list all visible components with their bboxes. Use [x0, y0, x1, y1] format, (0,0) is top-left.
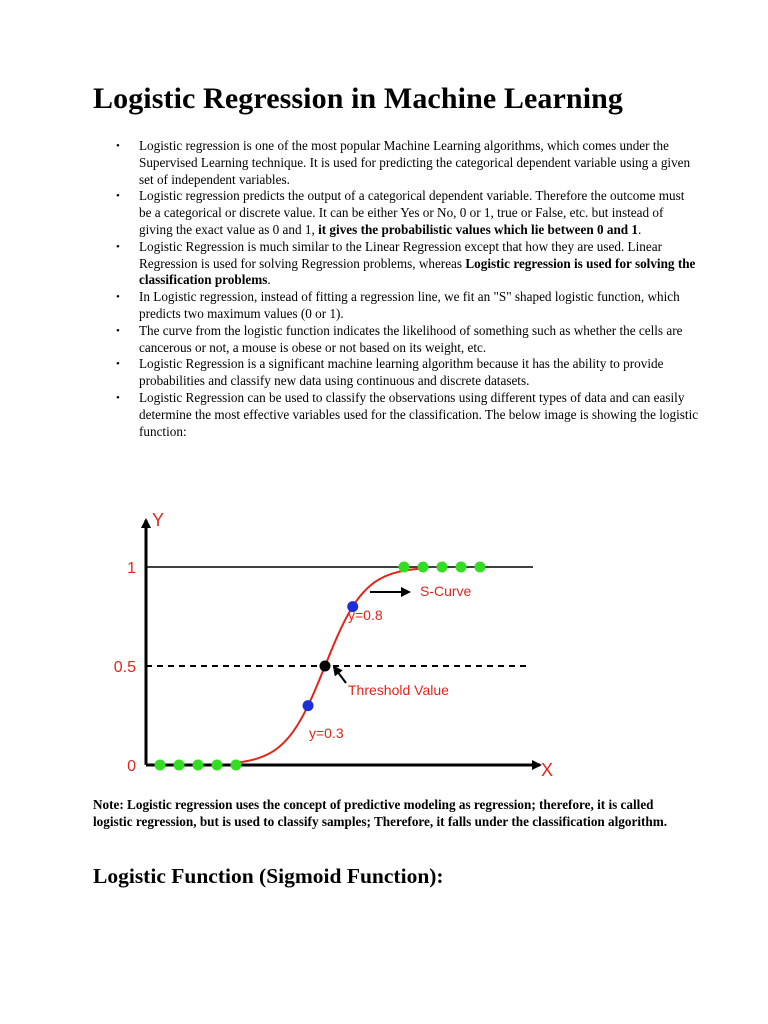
y-tick-label: 1 [127, 560, 136, 577]
bullet-icon: • [116, 324, 120, 337]
probability-point [303, 700, 314, 711]
x-axis-label: X [541, 760, 554, 780]
data-point-class-1 [399, 562, 410, 573]
data-point-class-1 [475, 562, 486, 573]
data-point-class-0 [212, 760, 223, 771]
list-item [116, 188, 699, 238]
page-title: Logistic Regression in Machine Learning [93, 82, 624, 115]
list-item [116, 289, 699, 323]
bullet-icon: • [116, 140, 120, 152]
bullet-icon: • [116, 190, 120, 203]
data-point-class-1 [437, 562, 448, 573]
list-item [116, 138, 699, 188]
bullet-text: In Logistic regression, instead of fitting a regression line, we fit an "S" shaped logistic function, which predicts two maximum values (0 or 1). [139, 289, 680, 321]
list-item [116, 322, 699, 357]
bullet-text: Logistic regression predicts the output of a categorical dependent variable. Therefore the outcome must be a categorical or discrete value. It can be either Yes or No, 0 or 1, true or False, etc. but instead of giving the exact value as 0 and 1, [139, 188, 685, 237]
bullet-text: Logistic regression is one of the most popular Machine Learning algorithms, which comes under the Supervised Learning technique. It is used for predicting the categorical dependent variable using a given set of independent variables. [139, 138, 691, 187]
data-point-class-1 [418, 562, 429, 573]
bullet-text: Logistic Regression is a significant machine learning algorithm because it has the ability to provide probabilities and classify new data using continuous and discrete datasets. [139, 356, 664, 389]
threshold-point [320, 661, 331, 672]
y-tick-label: 0 [127, 758, 136, 775]
bullet-icon: • [116, 240, 120, 253]
data-point-class-0 [155, 760, 166, 771]
bullet-list [116, 138, 699, 440]
annotation-threshold: Threshold Value [348, 682, 449, 698]
data-point-class-1 [456, 562, 467, 573]
annotation-y-0-3: y=0.3 [309, 725, 344, 741]
bullet-text: The curve from the logistic function indicates the likelihood of something such as whether the cells are cancerous or not, a mouse is obese or not based on its weight, etc. [139, 322, 683, 355]
bullet-text-end: . [267, 272, 271, 288]
bullet-text: Logistic Regression is much similar to the Linear Regression except that how they are used. Linear Regression is used for solving Regression problems, whereas [139, 238, 662, 271]
annotation-s-curve: S-Curve [420, 583, 472, 599]
list-item [116, 356, 699, 390]
arrow-threshold [334, 667, 346, 683]
data-point-class-0 [174, 760, 185, 771]
bullet-icon: • [116, 391, 120, 404]
annotation-y-0-8: y=0.8 [348, 607, 383, 623]
bullet-bold-text: Logistic regression is used for solving the classification problems [139, 255, 696, 288]
logistic-function-chart [0, 500, 768, 790]
list-item [116, 389, 699, 440]
y-tick-label: 0.5 [113, 659, 136, 676]
y-axis-label: Y [152, 510, 165, 530]
note-paragraph: Note: Logistic regression uses the concept of predictive modeling as regression; therefore, it is called logistic regression, but is used to classify samples; Therefore, it falls under the classification algorithm. [93, 797, 668, 830]
bullet-bold-text: it gives the probabilistic values which lie between 0 and 1 [318, 221, 639, 237]
list-item [116, 238, 699, 289]
section-heading: Logistic Function (Sigmoid Function): [93, 864, 444, 888]
bullet-text-end: . [638, 221, 642, 237]
bullet-icon: • [116, 358, 120, 371]
data-point-class-0 [193, 760, 204, 771]
data-point-class-0 [231, 760, 242, 771]
bullet-text: Logistic Regression can be used to classify the observations using different types of data and can easily determine the most effective variables used for the classification. The below image is showing the logistic function: [139, 389, 699, 439]
bullet-icon: • [116, 291, 120, 304]
